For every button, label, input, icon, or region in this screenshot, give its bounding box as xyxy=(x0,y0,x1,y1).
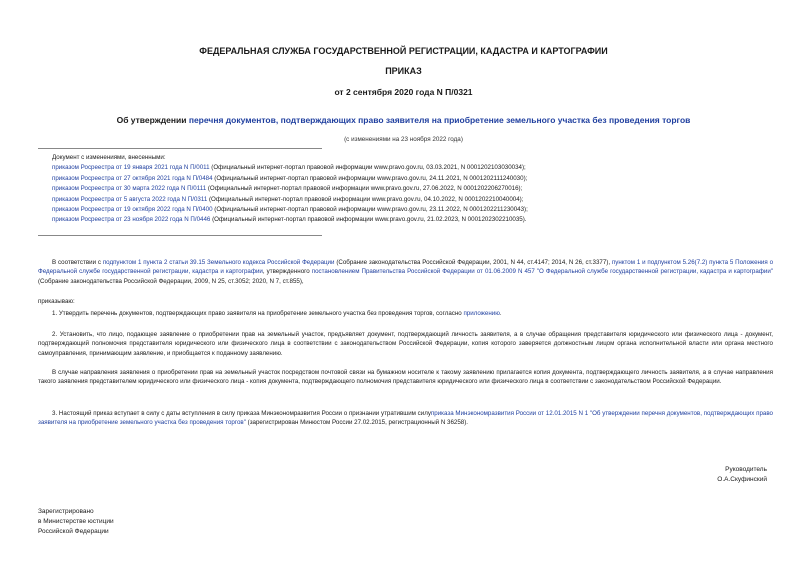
change-source: (Официальный интернет-портал правовой информации www.pravo.gov.ru, 03.03.2021, N 0001202103030034); xyxy=(209,164,526,172)
change-link[interactable]: приказом Росреестра от 19 октября 2022 года N П/0400 xyxy=(52,206,213,214)
divider-top xyxy=(38,148,322,149)
change-link[interactable]: приказом Росреестра от 19 января 2021 года N П/0011 xyxy=(52,164,210,172)
clause-2-postal: В случае направления заявления о приобретении прав на земельный участок посредством почтовой связи на бумажном носителе к такому заявлению прилагается копия документа, подтверждающего личность заявителя, а в случае направления такого заявления представителем юридического или физического лица - копия документа, подтверждающего полномочия представителя юридического или физического лица в соответствии с законодательством Российской Федерации. xyxy=(38,369,773,386)
clause-2: 2. Установить, что лицо, подающее заявление о приобретении прав на земельный участок, предъявляет документ, подтверждающий личность заявителя, а в случае обращения представителя юридического или физического лица - документ, подтверждающий полномочия представителя юридического или физического лица в соответствии с законодательством Российской Федерации, копия которого заверяется должностным лицом органа исполнительной власти или органа местного самоуправления, принимающим заявление, и приобщается к поданному заявлению. xyxy=(38,331,773,357)
list-item xyxy=(52,174,772,184)
signature-block xyxy=(717,465,767,485)
preamble-paragraph xyxy=(38,258,773,286)
list-item xyxy=(52,163,772,173)
text-run: , утвержденного xyxy=(262,268,312,276)
signer-name: О.А.Скуфинский xyxy=(717,476,767,483)
title-link[interactable]: перечня документов, подтверждающих право заявителя на приобретение земельного участка без проведения торгов xyxy=(188,115,691,125)
text-run: 3. Настоящий приказ вступает в силу с даты вступления в силу приказа Минэкономразвития России о признании утратившим силу xyxy=(52,410,431,417)
text-run: . xyxy=(499,310,502,317)
clause-3 xyxy=(38,409,773,428)
regulation-link[interactable]: пунктом 1 и подпунктом 5.26(7.2) пункта 5 Положения о Федеральной службе государственной регистрации, кадастра и картографии xyxy=(38,259,774,276)
document-title xyxy=(30,115,777,125)
registration-line: в Министерстве юстиции xyxy=(38,518,114,525)
order-word: приказываю: xyxy=(38,298,75,305)
text-run: (Собрание законодательства Российской Федерации, 2001, N 44, ст.4147; 2014, N 26, ст.3377), xyxy=(334,259,612,266)
change-source: (Официальный интернет-портал правовой информации www.pravo.gov.ru, 21.02.2023, N 0001202302210035). xyxy=(210,216,527,224)
land-code-link[interactable]: подпунктом 1 пункта 2 статьи 39.15 Земельного кодекса Российской Федерации xyxy=(102,259,335,266)
change-link[interactable]: приказом Росреестра от 30 марта 2022 года N П/0111 xyxy=(52,185,207,193)
list-item xyxy=(52,195,772,205)
change-source: (Официальный интернет-портал правовой информации www.pravo.gov.ru, 23.11.2022, N 0001202211230043); xyxy=(212,206,528,214)
document-number: от 2 сентября 2020 года N П/0321 xyxy=(334,87,473,97)
decree-link[interactable]: постановлением Правительства Российской Федерации от 01.06.2009 N 457 "О Федеральной службе государственной регистрации, кадастра и картографии" xyxy=(311,268,773,276)
changes-intro: Документ с изменениями, внесенными: xyxy=(52,154,166,161)
appendix-link[interactable]: приложению xyxy=(463,310,500,317)
registration-line: Зарегистрировано xyxy=(38,508,94,515)
list-item xyxy=(52,215,772,225)
changes-list xyxy=(52,153,772,226)
repealed-order-link[interactable]: приказа Минэкономразвития России от 12.01.2015 N 1 "Об утверждении перечня документов, подтверждающих право заявителя на приобретение земельного участка без проведения торгов" xyxy=(38,410,773,427)
text-run: (Собрание законодательства Российской Федерации, 2009, N 25, ст.3052; 2020, N 7, ст.855), xyxy=(38,277,304,285)
agency-name: ФЕДЕРАЛЬНАЯ СЛУЖБА ГОСУДАРСТВЕННОЙ РЕГИСТРАЦИИ, КАДАСТРА И КАРТОГРАФИИ xyxy=(199,46,608,56)
text-run: В соответствии с xyxy=(52,259,103,266)
change-source: (Официальный интернет-портал правовой информации www.pravo.gov.ru, 24.11.2021, N 0001202111240030); xyxy=(212,174,528,182)
signer-role: Руководитель xyxy=(725,466,767,473)
change-link[interactable]: приказом Росреестра от 27 октября 2021 года N П/0484 xyxy=(52,174,213,182)
change-source: (Официальный интернет-портал правовой информации www.pravo.gov.ru, 04.10.2022, N 0001202210040004); xyxy=(207,195,524,203)
document-type: ПРИКАЗ xyxy=(385,66,422,76)
change-link[interactable]: приказом Росреестра от 23 ноября 2022 года N П/0446 xyxy=(52,216,211,224)
list-item xyxy=(52,205,772,215)
registration-line: Российской Федерации xyxy=(38,528,109,535)
divider-bottom xyxy=(38,235,322,236)
text-run: (зарегистрирован Минюстом России 27.02.2015, регистрационный N 36258). xyxy=(245,419,469,427)
edit-note: (с изменениями на 23 ноября 2022 года) xyxy=(344,136,463,143)
registration-block xyxy=(38,507,114,537)
change-link[interactable]: приказом Росреестра от 5 августа 2022 года N П/0311 xyxy=(52,195,208,203)
clause-1 xyxy=(38,309,773,318)
change-source: (Официальный интернет-портал правовой информации www.pravo.gov.ru, 27.06.2022, N 0001202206270016); xyxy=(206,185,523,193)
title-prefix: Об утверждении xyxy=(116,115,189,125)
list-item xyxy=(52,184,772,194)
text-run: 1. Утвердить перечень документов, подтверждающих право заявителя на приобретение земельного участка без проведения торгов, согласно xyxy=(52,310,464,317)
